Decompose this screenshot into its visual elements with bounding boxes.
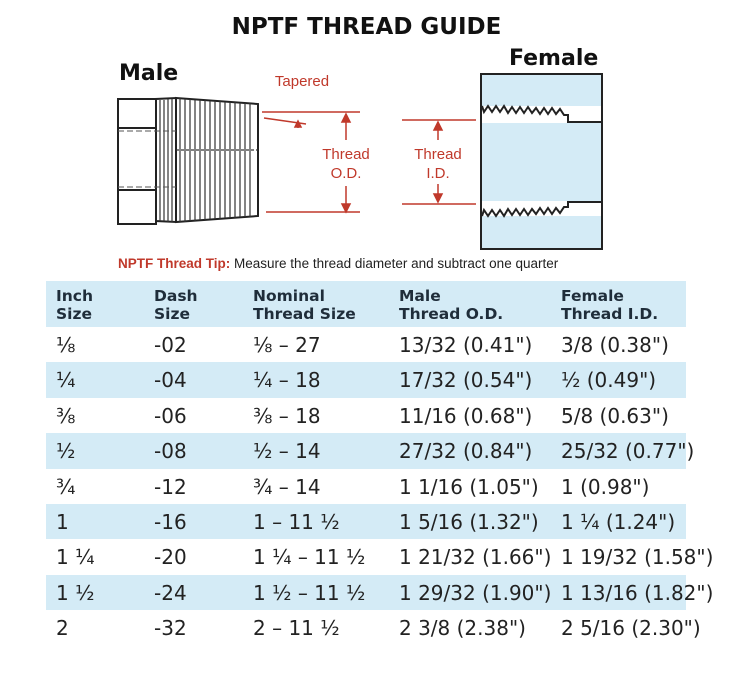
thread-table [46,281,714,646]
cell-nominal-size: ½ – 14 [253,439,321,464]
female-fitting-illustration [481,74,602,249]
page-title: NPTF THREAD GUIDE [231,14,502,40]
header-dash-size [154,287,198,323]
male-label: Male [119,61,179,86]
cell-dash-size: -02 [154,333,187,357]
cell-nominal-size: ¼ – 18 [253,368,321,393]
female-label: Female [509,46,599,71]
cell-male-od: 17/32 (0.54") [399,368,533,393]
cell-inch-size: ⅛ [56,333,76,357]
cell-dash-size: -16 [154,509,187,534]
cell-male-od: 1 21/32 (1.66") [399,545,552,570]
header-female-thread-id [561,287,658,323]
header-text: Female [561,287,624,305]
cell-nominal-size: 1 ½ – 11 ½ [253,580,366,605]
tip-text: Measure the thread diameter and subtract one quarter [234,256,559,271]
cell-female-id: 25/32 (0.77") [561,439,695,464]
thread-id-label-line1: Thread [414,146,462,163]
cell-dash-size: -08 [154,439,187,464]
cell-nominal-size: 1 – 11 ½ [253,509,340,534]
table-row [46,504,686,539]
cell-male-od: 11/16 (0.68") [399,403,533,428]
cell-inch-size: 1 ½ [56,580,95,605]
cell-male-od: 1 29/32 (1.90") [399,580,552,605]
header-text: Male [399,287,441,305]
thread-diagram-svg [0,0,733,260]
cell-nominal-size: ⅜ – 18 [253,403,321,428]
header-text: Size [154,305,191,323]
table-row [46,327,686,362]
table-row [46,539,714,574]
header-text: Thread I.D. [561,305,659,323]
cell-female-id: 3/8 (0.38") [561,333,669,357]
header-text: Inch [56,287,94,305]
cell-nominal-size: ⅛ – 27 [253,333,321,357]
cell-inch-size: 1 [56,509,69,534]
header-inch-size [56,287,93,323]
table-row [46,362,686,397]
cell-dash-size: -20 [154,545,187,570]
thread-od-label [318,145,374,183]
thread-tip [118,256,558,271]
thread-diagram [0,0,733,260]
table-header [46,281,686,327]
cell-dash-size: -12 [154,474,187,499]
cell-dash-size: -06 [154,403,187,428]
cell-female-id: 1 13/16 (1.82") [561,580,714,605]
cell-male-od: 13/32 (0.41") [399,333,533,357]
cell-male-od: 1 1/16 (1.05") [399,474,539,499]
cell-female-id: 2 5/16 (2.30") [561,616,701,641]
cell-female-id: 1 ¼ (1.24") [561,509,676,534]
header-text: Dash [154,287,198,305]
cell-female-id: 1 19/32 (1.58") [561,545,714,570]
cell-inch-size: 1 ¼ [56,545,95,570]
table-row [46,398,686,433]
header-text: Thread Size [253,305,356,323]
cell-inch-size: ¼ [56,368,76,393]
thread-id-label [410,145,466,183]
table-row [46,469,686,504]
cell-inch-size: ½ [56,439,76,464]
cell-female-id: 5/8 (0.63") [561,403,669,428]
cell-male-od: 1 5/16 (1.32") [399,509,539,534]
thread-id-label-line2: I.D. [426,165,450,182]
table-row [46,610,701,645]
cell-inch-size: ¾ [56,474,76,499]
cell-dash-size: -32 [154,616,187,641]
male-fitting-illustration [118,98,258,224]
tip-label: NPTF Thread Tip: [118,256,231,271]
cell-female-id: 1 (0.98") [561,474,650,499]
cell-male-od: 2 3/8 (2.38") [399,616,526,641]
cell-dash-size: -24 [154,580,187,605]
cell-male-od: 27/32 (0.84") [399,439,533,464]
cell-inch-size: ⅜ [56,403,76,428]
header-male-thread-od [399,287,503,323]
cell-dash-size: -04 [154,368,187,393]
thread-od-label-line2: O.D. [330,165,362,182]
cell-nominal-size: ¾ – 14 [253,474,321,499]
table-row [46,575,714,610]
header-nominal-thread-size [253,287,356,323]
header-text: Nominal [253,287,325,305]
tapered-label: Tapered [274,73,330,90]
cell-inch-size: 2 [56,616,69,641]
table-row [46,433,695,468]
cell-female-id: ½ (0.49") [561,368,657,393]
header-text: Size [56,305,93,323]
cell-nominal-size: 2 – 11 ½ [253,616,340,641]
cell-nominal-size: 1 ¼ – 11 ½ [253,545,366,570]
thread-od-label-line1: Thread [322,146,370,163]
header-text: Thread O.D. [399,305,504,323]
